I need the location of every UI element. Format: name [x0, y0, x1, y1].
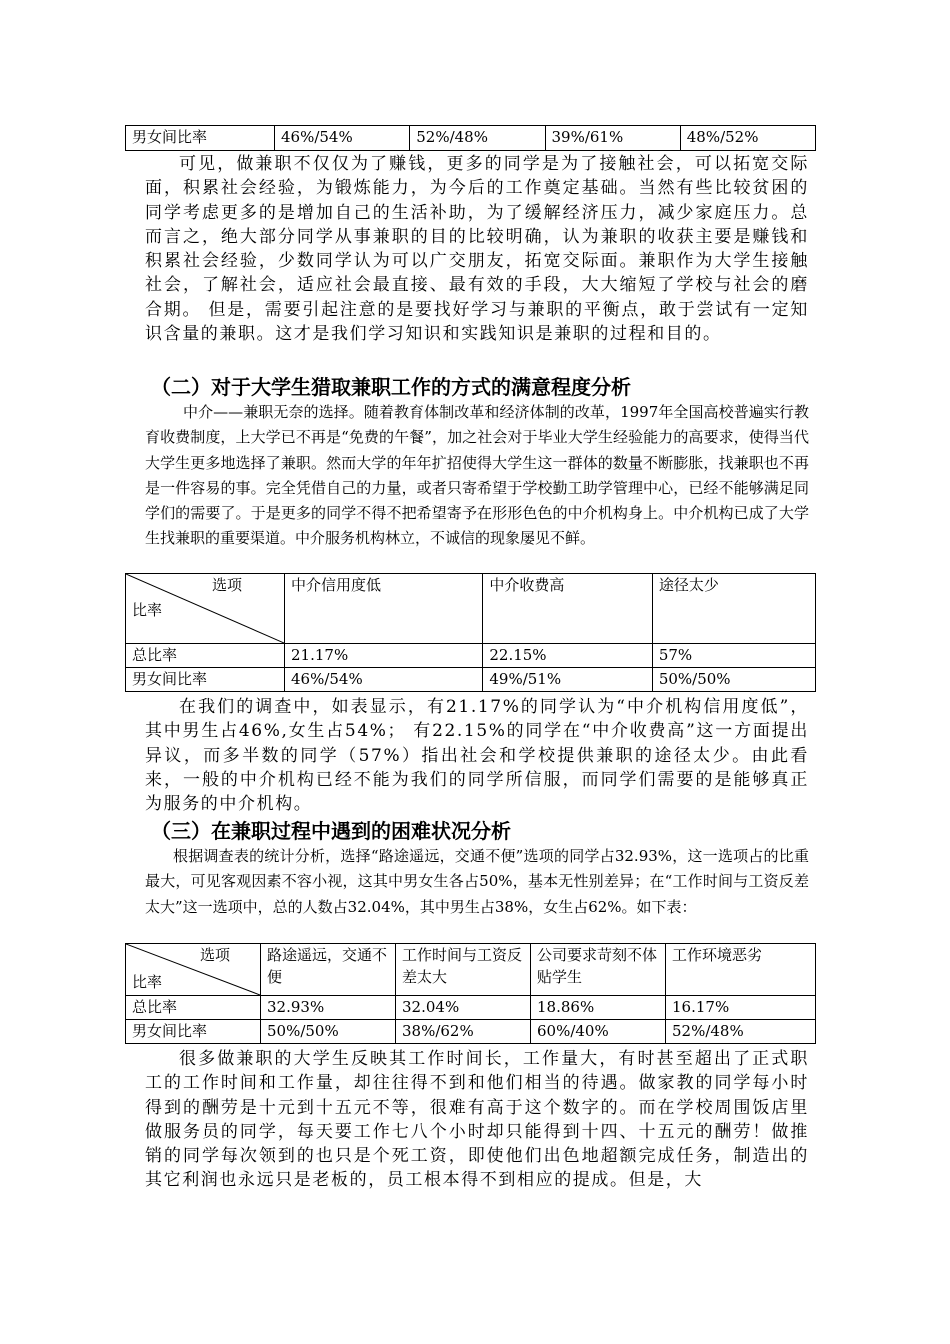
- column-header: 中介信用度低: [285, 574, 483, 644]
- column-header: 路途遥远，交通不便: [261, 944, 396, 996]
- row-label: 总比率: [126, 644, 285, 668]
- paragraph-agency-findings: 在我们的调查中，如表显示，有21.17%的同学认为“中介机构信用度低”，其中男生占46%,女生占54%； 有22.15%的同学在“中介收费高”这一方面提出异议，而多半数的同学（57%）指出社会和学校提供兼职的途径太少。由此看来，一般的中介机构已经不能为我们的同学所信服，而同学们需要的是能够真正为服务的中介机构。: [145, 697, 809, 815]
- table-cell: 48%/52%: [680, 126, 815, 151]
- table-cell: 46%/54%: [285, 668, 483, 692]
- row-label: 男女间比率: [126, 1020, 261, 1044]
- header-option: 选项: [199, 946, 230, 964]
- section-heading-3: （三）在兼职过程中遇到的困难状况分析: [151, 819, 511, 843]
- paragraph-difficulty-stats: 根据调查表的统计分析，选择“路途遥远，交通不便”选项的同学占32.93%，这一选项占的比重最大，可见客观因素不容小视，这其中男女生各占50%，基本无性别差异；在“工作时间与工资反差太大”这一选项中，总的人数占32.04%，其中男生占38%，女生占62%。如下表：: [145, 847, 809, 916]
- table-cell: 49%/51%: [483, 668, 652, 692]
- table-cell: 18.86%: [531, 996, 666, 1020]
- header-rate: 比率: [132, 973, 163, 991]
- table-header-row: [126, 574, 816, 644]
- table-agency-satisfaction: [125, 573, 816, 692]
- table-header-row: [126, 944, 816, 996]
- row-label: 男女间比率: [126, 668, 285, 692]
- column-header: 工作环境恶劣: [666, 944, 816, 996]
- row-label: 总比率: [126, 996, 261, 1020]
- table-cell: 46%/54%: [275, 126, 410, 151]
- table-cell: 60%/40%: [531, 1020, 666, 1044]
- table-row: [126, 668, 816, 692]
- table-cell: 39%/61%: [545, 126, 680, 151]
- table-difficulties: [125, 943, 816, 1044]
- column-header: 中介收费高: [483, 574, 652, 644]
- diagonal-header-cell: [126, 574, 285, 644]
- table-cell: 52%/48%: [410, 126, 545, 151]
- table-cell: 21.17%: [285, 644, 483, 668]
- column-header: 公司要求苛刻不体贴学生: [531, 944, 666, 996]
- column-header: 工作时间与工资反差太大: [396, 944, 531, 996]
- table-cell: 50%/50%: [261, 1020, 396, 1044]
- header-rate: 比率: [132, 601, 163, 619]
- paragraph-working-conditions: 很多做兼职的大学生反映其工作时间长，工作量大，有时甚至超出了正式职工的工作时间和工作量，却往往得不到和他们相当的待遇。做家教的同学每小时得到的酬劳是十元到十五元不等，很难有高于这个数字的。而在学校周围饭店里做服务员的同学，每天要工作七八个小时却只能得到十四、十五元的酬劳！做推销的同学每次领到的也只是个死工资，即使他们出色地超额完成任务，制造出的其它利润也永远只是老板的，员工根本得不到相应的提成。但是，大: [145, 1049, 809, 1191]
- table-cell: 57%: [652, 644, 815, 668]
- paragraph-agency-choice: 中介——兼职无奈的选择。随着教育体制改革和经济体制的改革，1997年全国高校普遍实行教育收费制度，上大学已不再是“免费的午餐”，加之社会对于毕业大学生经验能力的高要求，使得当代大学生更多地选择了兼职。然而大学的年年扩招使得大学生这一群体的数量不断膨胀，找兼职也不再是一件容易的事。完全凭借自己的力量，或者只寄希望于学校勤工助学管理中心，已经不能够满足同学们的需要了。于是更多的同学不得不把希望寄予在形形色色的中介机构身上。中介机构已成了大学生找兼职的重要渠道。中介服务机构林立，不诚信的现象屡见不鲜。: [145, 403, 809, 548]
- table-row: [126, 1020, 816, 1044]
- header-option: 选项: [211, 576, 242, 594]
- table-cell: 38%/62%: [396, 1020, 531, 1044]
- table-gender-ratio-continued: [125, 125, 816, 151]
- table-row: [126, 126, 816, 151]
- row-label: 男女间比率: [126, 126, 275, 151]
- table-cell: 32.93%: [261, 996, 396, 1020]
- table-cell: 22.15%: [483, 644, 652, 668]
- paragraph-part-time-purpose: 可见，做兼职不仅仅为了赚钱，更多的同学是为了接触社会，可以拓宽交际面，积累社会经验，为锻炼能力，为今后的工作奠定基础。当然有些比较贫困的同学考虑更多的是增加自己的生活补助，为了缓解经济压力，减少家庭压力。总而言之，绝大部分同学从事兼职的目的比较明确，认为兼职的收获主要是赚钱和积累社会经验，少数同学认为可以广交朋友，拓宽交际面。兼职作为大学生接触社会，了解社会，适应社会最直接、最有效的手段，大大缩短了学校与社会的磨合期。 但是，需要引起注意的是要找好学习与兼职的平衡点，敢于尝试有一定知识含量的兼职。这才是我们学习知识和实践知识是兼职的过程和目的。: [145, 154, 809, 345]
- section-heading-2: （二）对于大学生猎取兼职工作的方式的满意程度分析: [151, 375, 631, 399]
- table-cell: 52%/48%: [666, 1020, 816, 1044]
- table-cell: 16.17%: [666, 996, 816, 1020]
- diagonal-header-cell: [126, 944, 261, 996]
- table-row: [126, 644, 816, 668]
- table-cell: 32.04%: [396, 996, 531, 1020]
- table-row: [126, 996, 816, 1020]
- table-cell: 50%/50%: [652, 668, 815, 692]
- column-header: 途径太少: [652, 574, 815, 644]
